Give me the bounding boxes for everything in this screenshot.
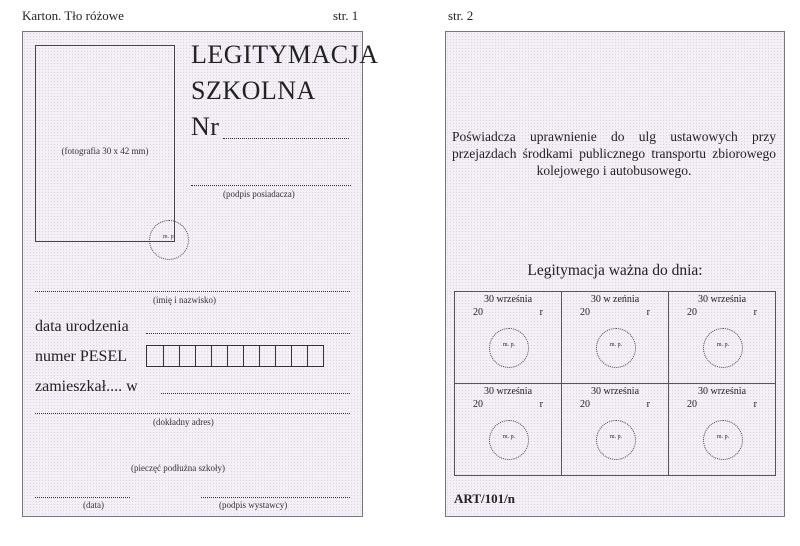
validity-year: 20 — [473, 307, 483, 318]
validity-stamp — [596, 328, 636, 368]
validity-grid — [454, 291, 776, 476]
validity-stamp-text: m. p. — [716, 342, 730, 348]
validity-cell — [562, 384, 669, 476]
validity-date: 30 września — [697, 386, 747, 397]
validity-stamp-text: m. p. — [716, 434, 730, 440]
pesel-digit — [211, 346, 227, 366]
card-front — [22, 31, 379, 517]
page-label-2: str. 2 — [448, 8, 474, 23]
pesel-digit — [275, 346, 291, 366]
validity-date: 30 września — [590, 386, 640, 397]
validity-cell — [562, 292, 669, 384]
stamp-text: m. p. — [162, 234, 176, 240]
validity-cell — [455, 292, 562, 384]
validity-stamp — [703, 420, 743, 460]
birth-date-line — [146, 333, 350, 334]
page-label-1: str. 1 — [333, 8, 359, 23]
residence-label: zamieszkał.... w — [35, 378, 138, 395]
form-code: ART/101/n — [454, 491, 515, 506]
validity-stamp-text: m. p. — [609, 342, 623, 348]
validity-year: 20 — [473, 399, 483, 410]
validity-cell — [455, 384, 562, 476]
card-back — [445, 31, 785, 517]
validity-date: 30 w zeńnia — [590, 294, 640, 305]
validity-year: 20 — [580, 307, 590, 318]
photo-box — [35, 45, 175, 242]
validity-stamp — [489, 328, 529, 368]
validity-year: 20 — [687, 399, 697, 410]
pesel-digit — [179, 346, 195, 366]
privilege-statement: Poświadcza uprawnienie do ulg ustawowych przy przejazdach środkami publicznego transportu zbiorowego kolejowego i autobusowego. — [452, 129, 776, 178]
validity-r: r — [753, 399, 757, 410]
pesel-digit — [307, 346, 323, 366]
validity-year: 20 — [580, 399, 590, 410]
birth-date-label: data urodzenia — [35, 318, 129, 335]
validity-date: 30 września — [697, 294, 747, 305]
address-caption: (dokładny adres) — [153, 417, 214, 427]
pesel-digit — [259, 346, 275, 366]
validity-r: r — [646, 399, 650, 410]
school-stamp-caption: (pieczęć podłużna szkoły) — [131, 463, 225, 473]
pesel-digit — [243, 346, 259, 366]
pesel-digit — [147, 346, 163, 366]
residence-line — [161, 393, 350, 394]
pesel-boxes — [146, 345, 324, 367]
validity-r: r — [539, 399, 543, 410]
nr-label: Nr — [191, 112, 220, 141]
issuer-signature-line — [201, 497, 350, 498]
address-line — [35, 413, 350, 414]
validity-stamp — [489, 420, 529, 460]
nr-line — [223, 138, 349, 139]
validity-stamp-text: m. p. — [502, 342, 516, 348]
title-line-2: SZKOLNA — [191, 76, 316, 105]
validity-cell — [669, 384, 776, 476]
validity-r: r — [753, 307, 757, 318]
validity-cell — [669, 292, 776, 384]
validity-date: 30 września — [483, 386, 533, 397]
date-caption: (data) — [83, 500, 104, 510]
pesel-label: numer PESEL — [35, 348, 127, 365]
card-material-note: Karton. Tło różowe — [22, 8, 124, 23]
validity-year: 20 — [687, 307, 697, 318]
name-line — [35, 291, 350, 292]
validity-stamp-text: m. p. — [609, 434, 623, 440]
validity-heading: Legitymacja ważna do dnia: — [527, 262, 703, 279]
pesel-digit — [227, 346, 243, 366]
validity-date: 30 września — [483, 294, 533, 305]
validity-stamp-text: m. p. — [502, 434, 516, 440]
name-caption: (imię i nazwisko) — [153, 295, 216, 305]
validity-r: r — [646, 307, 650, 318]
validity-r: r — [539, 307, 543, 318]
holder-signature-line — [191, 185, 351, 186]
stamp-circle — [149, 220, 189, 260]
holder-signature-caption: (podpis posiadacza) — [223, 189, 295, 199]
title-line-1: LEGITYMACJA — [191, 40, 379, 69]
validity-stamp — [703, 328, 743, 368]
pesel-digit — [291, 346, 307, 366]
pesel-digit — [195, 346, 211, 366]
photo-label: (fotografia 30 x 42 mm) — [61, 146, 149, 156]
validity-stamp — [596, 420, 636, 460]
pesel-digit — [163, 346, 179, 366]
issuer-signature-caption: (podpis wystawcy) — [219, 500, 288, 510]
date-line — [35, 497, 130, 498]
